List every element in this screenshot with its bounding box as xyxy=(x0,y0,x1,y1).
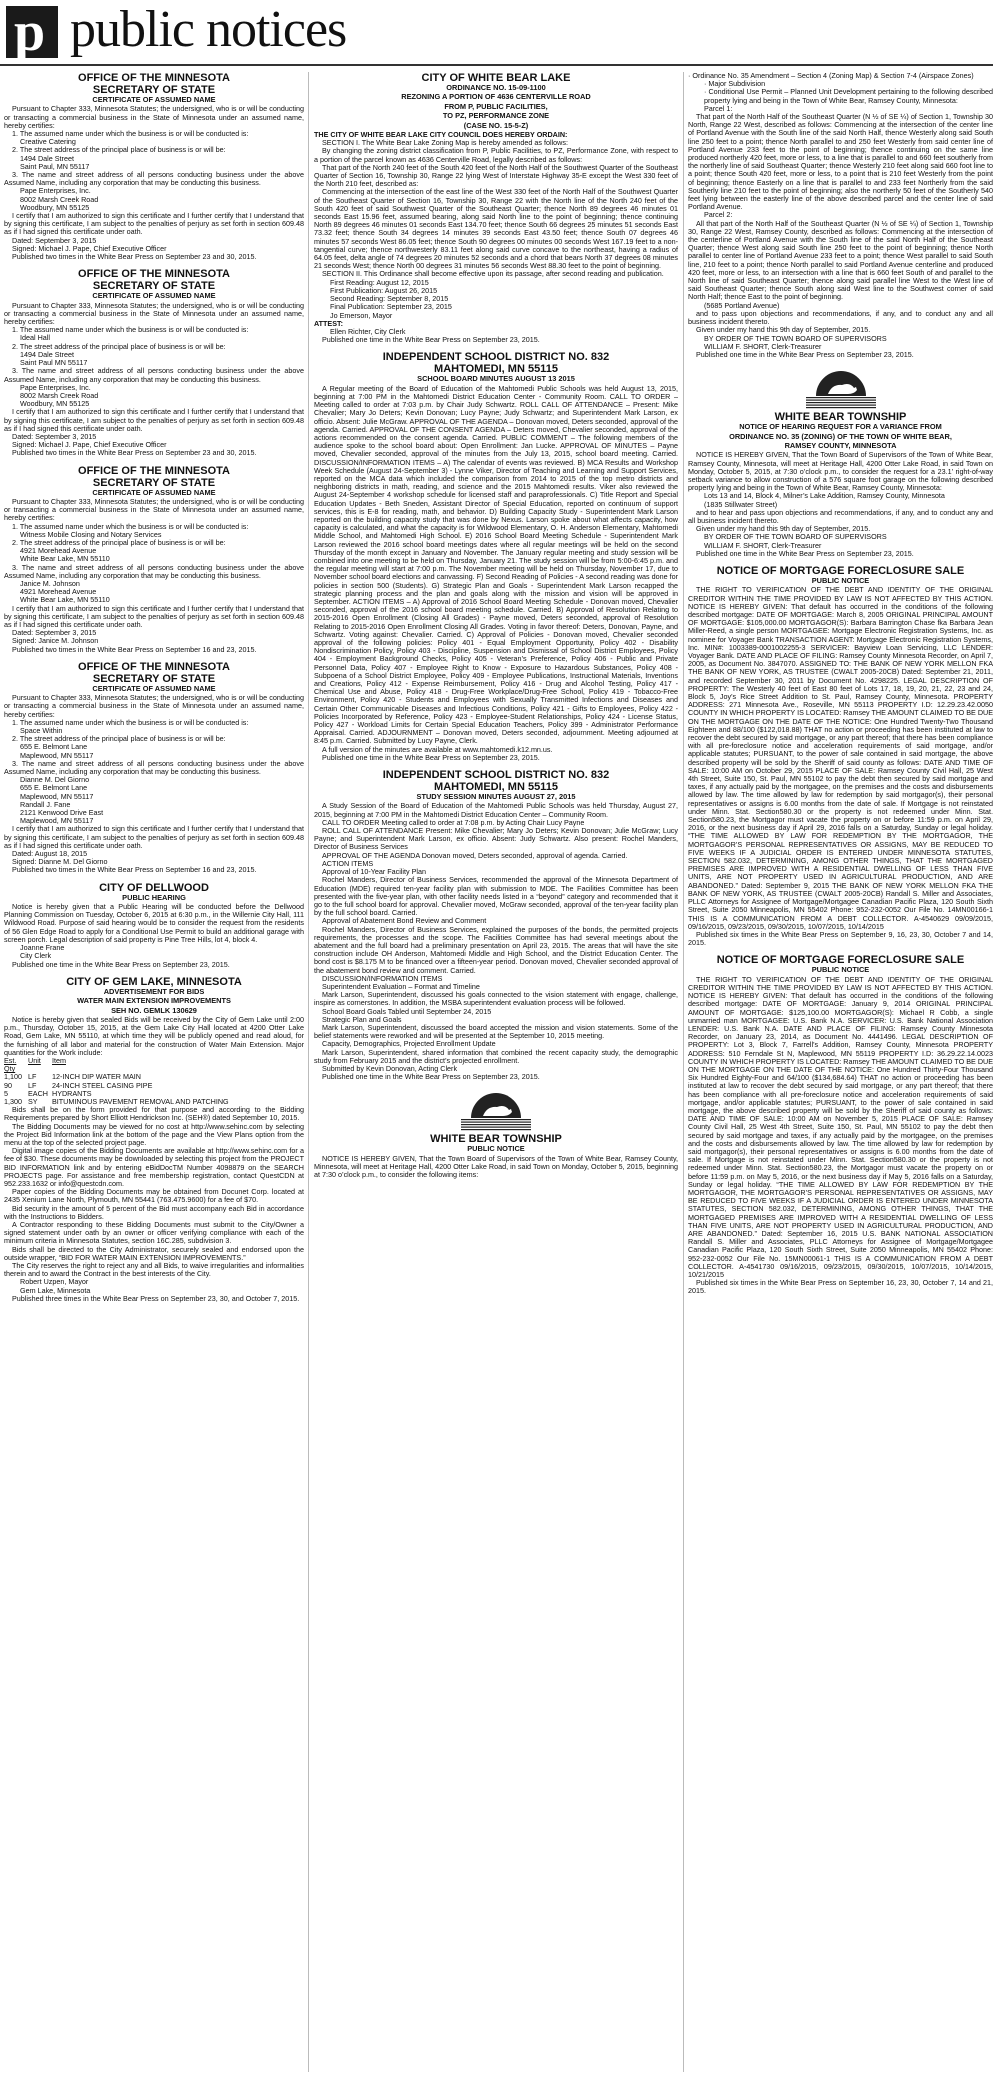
masthead-rule xyxy=(0,64,993,66)
notice-paragraph: Saint Paul MN 55117 xyxy=(20,358,88,368)
notice-subtitle: NOTICE OF HEARING REQUEST FOR A VARIANCE FROM xyxy=(739,422,942,432)
notice-paragraph: (5685 Portland Avenue) xyxy=(704,300,780,310)
notice-paragraph: Dianne M. Del Giorno xyxy=(20,775,90,785)
notice-paragraph: 1. The assumed name under which the business is or will be conducted is: xyxy=(12,521,249,531)
notice-paragraph: · Ordinance No. 35 Amendment – Section 4 (Zoning Map) & Section 7-4 (Airspace Zones) xyxy=(688,72,974,80)
notice-paragraph: Dated: September 3, 2015 xyxy=(12,235,97,245)
notice-paragraph: Maplewood, MN 55117 xyxy=(20,816,94,826)
notice-title: INDEPENDENT SCHOOL DISTRICT NO. 832 xyxy=(382,769,610,782)
notice-paragraph: Signed: Dianne M. Del Giorno xyxy=(12,857,108,867)
notice-paragraph: 2. The street address of the principal place of business is or will be: xyxy=(12,145,226,155)
notice-title: WHITE BEAR TOWNSHIP xyxy=(774,411,907,424)
notice-paragraph: 4921 Morehead Avenue xyxy=(20,587,97,597)
masthead-logo-letter: p xyxy=(14,1,46,63)
township-logo xyxy=(796,366,886,410)
table-header: Item xyxy=(52,1055,66,1065)
notice-paragraph: Published six times in the White Bear Press on September 9, 16, 23, 30, October 7 and 14, 2015. xyxy=(688,929,993,948)
notice-paragraph: White Bear Lake, MN 55110 xyxy=(20,554,110,564)
public-notice xyxy=(4,661,304,875)
public-notice xyxy=(688,954,993,1295)
notice-subtitle: ORDINANCE NO. 35 (ZONING) OF THE TOWN OF WHITE BEAR, xyxy=(729,431,952,441)
notice-paragraph: 8002 Marsh Creek Road xyxy=(20,194,99,204)
notice-paragraph: BY ORDER OF THE TOWN BOARD OF SUPERVISORS xyxy=(704,532,887,542)
notice-paragraph: Published two times in the White Bear Press on September 23 and 30, 2015. xyxy=(12,448,257,458)
notice-paragraph: Strategic Plan and Goals xyxy=(322,1014,402,1024)
bid-quantities-table xyxy=(4,1057,304,1106)
notice-paragraph: First Publication: August 26, 2015 xyxy=(330,285,438,295)
notice-subtitle: (CASE NO. 15-5-Z) xyxy=(463,120,529,130)
notice-paragraph: The City reserves the right to reject any and all Bids, to waive irregularities and informalities therein and to award the Contract in the best interests of the City. xyxy=(4,1261,304,1279)
notice-paragraph: Published two times in the White Bear Press on September 16 and 23, 2015. xyxy=(12,865,257,875)
notice-paragraph: WILLIAM F. SHORT, Clerk-Treasurer xyxy=(704,341,822,351)
notice-paragraph: 4921 Morehead Avenue xyxy=(20,546,97,556)
notice-paragraph: 2. The street address of the principal place of business is or will be: xyxy=(12,537,226,547)
notice-paragraph: Published one time in the White Bear Press on September 23, 2015. xyxy=(322,752,540,762)
notice-paragraph: Saint Paul, MN 55117 xyxy=(20,161,90,171)
notice-paragraph: 3. The name and street address of all persons conducting business under the above Assumed Name, including any corporation that may be conducting this business. xyxy=(4,562,304,580)
notice-paragraph: Randall J. Fane xyxy=(20,799,71,809)
notice-paragraph: Signed: Michael J. Pape, Chief Executive Officer xyxy=(12,440,167,450)
masthead xyxy=(0,0,993,62)
notice-paragraph: WILLIAM F. SHORT, Clerk-Treasurer xyxy=(704,540,822,550)
notice-title: OFFICE OF THE MINNESOTA xyxy=(78,72,230,84)
notice-paragraph: Published one time in the White Bear Press on September 23, 2015. xyxy=(322,335,540,345)
notice-paragraph: Submitted by Kevin Donovan, Acting Clerk xyxy=(322,1063,458,1073)
notice-paragraph: Lots 13 and 14, Block 4, Milner’s Lake Addition, Ramsey County, Minnesota xyxy=(704,491,945,501)
notice-paragraph: Published two times in the White Bear Press on September 23 and 30, 2015. xyxy=(12,252,257,262)
notice-paragraph: Parcel 2: xyxy=(704,210,733,220)
public-notice xyxy=(4,882,304,969)
notice-subtitle: CERTIFICATE OF ASSUMED NAME xyxy=(92,487,216,497)
masthead-logo xyxy=(6,1,58,63)
notice-paragraph: Woodbury, MN 55125 xyxy=(20,399,90,409)
notice-paragraph: Notice is hereby given that sealed Bids will be received by the City of Gem Lake until 2:00 p.m., Thursday, October 15, 2015, at the Gem Lake City Hall located at 4200 Otter Lake Road, Gem Lake, MN 55110, at which time they will be publicly opened and read aloud, for the furnishing of all labor and material for the construction of Water Main Extension. Major quantities for the Work include: xyxy=(4,1014,304,1057)
notice-subtitle: PUBLIC NOTICE xyxy=(467,1144,525,1154)
notice-paragraph: Second Reading: September 8, 2015 xyxy=(330,294,449,304)
notice-title: CITY OF WHITE BEAR LAKE xyxy=(421,72,571,84)
notice-title: OFFICE OF THE MINNESOTA xyxy=(78,268,230,281)
notice-paragraph: Published one time in the White Bear Press on September 23, 2015. xyxy=(696,548,914,558)
table-cell: HYDRANTS xyxy=(52,1088,92,1098)
notice-paragraph: Pape Enterprises, Inc. xyxy=(20,382,91,392)
table-header: Est. Qty xyxy=(4,1055,17,1074)
table-cell: 90 xyxy=(4,1080,12,1090)
notice-paragraph: NOTICE IS HEREBY GIVEN, That the Town Board of Supervisors of the Town of White Bear, Ramsey County, Minnesota, will meet at Heritage Hall, 4200 Otter Lake Road, in said Town on Monday, October 5, 2015, beginning at 7:30 o’clock p.m., to consider the following items: xyxy=(314,1153,678,1180)
notice-paragraph: Published one time in the White Bear Press on September 23, 2015. xyxy=(322,1072,540,1082)
table-cell: 12-INCH DIP WATER MAIN xyxy=(52,1072,141,1082)
notice-paragraph: Janice M. Johnson xyxy=(20,578,80,588)
notice-paragraph: Woodbury, MN 55125 xyxy=(20,202,90,212)
notice-paragraph: SECTION II. This Ordinance shall become effective upon its passage, after second reading and publication. xyxy=(322,269,664,279)
notice-paragraph: 8002 Marsh Creek Road xyxy=(20,390,99,400)
notice-paragraph: I certify that I am authorized to sign this certificate and I further certify that I understand that by signing this certificate, I am subject to the penalties of perjury as set forth in section 609.48 as if I had signed this certificate under oath. xyxy=(4,603,304,629)
notice-paragraph: White Bear Lake, MN 55110 xyxy=(20,595,110,605)
public-notice xyxy=(4,268,304,457)
notice-paragraph: 2. The street address of the principal place of business is or will be: xyxy=(12,734,226,744)
notice-paragraph: City Clerk xyxy=(20,951,52,961)
notice-paragraph: Maplewood, MN 55117 xyxy=(20,750,94,760)
notice-paragraph: Creative Catering xyxy=(20,137,76,147)
township-bear-logo-icon xyxy=(796,366,886,410)
notice-paragraph: Parcel 1: xyxy=(704,103,733,113)
table-cell: 1,100 xyxy=(4,1072,22,1082)
notice-paragraph: Pape Enterprises, Inc. xyxy=(20,186,91,196)
public-notice xyxy=(688,72,993,359)
notice-paragraph: (1835 Stillwater Street) xyxy=(704,499,778,509)
notice-paragraph: Published one time in the White Bear Press on September 23, 2015. xyxy=(12,959,230,969)
notice-paragraph: Digital image copies of the Bidding Documents are available at http://www.sehinc.com for a fee of $30. These documents may be downloaded by selecting this project from the PROJECT BID INFORMATION link and by entering eBidDocTM Number 4098879 on the SEARCH PROJECTS page. For assistance and free membership registration, contact QuestCDN at 952.233.1632 or info@questcdn.com. xyxy=(4,1146,304,1188)
column-3 xyxy=(688,72,993,2077)
public-notice xyxy=(4,72,304,261)
notice-paragraph: BY ORDER OF THE TOWN BOARD OF SUPERVISORS xyxy=(704,333,887,343)
notice-paragraph: Rochel Manders, Director of Business Services, explained the purposes of the bonds, the permitted projects requirements, the processes and the scope. The Facilities Committee has had several meetings about the abatement and the full board had a preliminary presentation on April 23, 2015. The areas that will have the site construction include OH Anderson, Mahtomedi Middle and High School, and the District Education Center. The bond cost is $8.175 M to be financed over a fifteen-year period. Donovan moved, Chevalier seconded approval of the abatement bond review and comment. Carried. xyxy=(314,924,678,975)
notice-paragraph: Dated: August 18, 2015 xyxy=(12,849,88,859)
public-notice xyxy=(314,351,678,762)
notice-paragraph: Rochel Manders, Director of Business Services, recommended the approval of the Minnesota Department of Education (MDE) required ten-year facility plan with submission to MDE. The Facilities Committee has been presented with the five-year plan, with other facility needs listed in a “beyond” category and recommended that it go to the full school board for approval. Chevalier moved, McGraw seconded, approval of the ten-year facility plan by the full school board. Carried. xyxy=(314,875,678,918)
notice-subtitle: REZONING A PORTION OF 4636 CENTERVILLE ROAD xyxy=(401,92,591,102)
notice-paragraph: Approval of 10-Year Facility Plan xyxy=(322,867,427,877)
notice-paragraph: · Major Subdivision xyxy=(704,79,766,89)
notice-paragraph: Published six times in the White Bear Press on September 16, 23, 30, October 7, 14 and 21, 2015. xyxy=(688,1278,993,1296)
notice-paragraph: Bids shall be directed to the City Administrator, securely sealed and endorsed upon the outside wrapper, “BID FOR WATER MAIN EXTENSION IMPROVEMENTS.” xyxy=(4,1244,304,1262)
notice-paragraph: 1. The assumed name under which the business is or will be conducted is: xyxy=(12,325,249,335)
notice-paragraph: Published one time in the White Bear Press on September 23, 2015. xyxy=(696,349,914,359)
notice-paragraph: THE RIGHT TO VERIFICATION OF THE DEBT AND IDENTITY OF THE ORIGINAL CREDITOR WITHIN THE TIME PROVIDED BY LAW IS NOT AFFECTED BY THIS ACTION. NOTICE IS HEREBY GIVEN: That default has occurred in the conditions of the following described mortgage: DATE OF MORTGAGE: January 9, 2014 ORIGINAL PRINCIPAL AMOUNT OF MORTGAGE: $125,100.00 MORTGAGOR(S): Michael R Cobb, a single unmarried man MORTGAGEE: U.S. Bank N.A. SERVICER: U.S. Bank National Association LENDER: U.S. Bank N.A. DATE AND PLACE OF FILING: Ramsey County Minnesota Recorder, on January 23, 2014, as Document No. 4441496. LEGAL DESCRIPTION OF PROPERTY: Lot 3, Block 7, Farrell’s Addition, Ramsey County, Minnesota PROPERTY ADDRESS: 510 Ferndale St N, Maplewood, MN 55119 PROPERTY I.D: 36.29.22.14.0023 COUNTY IN WHICH PROPERTY IS LOCATED: Ramsey THE AMOUNT CLAIMED TO BE DUE ON THE MORTGAGE ON THE DATE OF THE NOTICE: One Hundred Thirty-Four Thousand Six Hundred Eighty-Four and 64/100 ($134,684.64) THAT no action or proceeding has been instituted at law to recover the debt secured by said mortgage, or any part thereof; that there has been compliance with all pre-foreclosure notice and acceleration requirements of said mortgage, and/or applicable statutes; PURSUANT, to the power of sale contained in said mortgage, the above described property will be sold by the Sheriff of said county as follows: DATE AND TIME OF SALE: 10:00 AM on November 5, 2015 PLACE OF SALE: Ramsey County Civil Hall, 25 West 4th Street, Suite 150, St. Paul, MN 55102 to pay the debt then secured by said mortgage and taxes, if any actually paid by the mortgagee, on the premises and the costs and disbursements allowed by law. The time allowed by law for redemption by said mortgagor(s), their personal representatives or assigns is 6.00 months from the date of sale. If Mortgage is not reinstated under Minn. Stat. Section580.30 or the property is not redeemed under Minn. Stat. Section580.23, the Mortgagor must vacate the property on or before 11:59 p.m. on May 5, 2016, or the next business day if May 5, 2016 falls on a Saturday, Sunday or legal holiday. “THE TIME ALLOWED BY LAW FOR REDEMPTION BY THE MORTGAGOR, THE MORTGAGOR’S PERSONAL REPRESENTATIVES OR ASSIGNS, MAY BE REDUCED TO FIVE WEEKS IF A JUDICIAL ORDER IS ENTERED UNDER MINNESOTA STATUTES, SECTION 582.032, DETERMINING, AMONG OTHER THINGS, THAT THE MORTGAGED PREMISES ARE IMPROVED WITH A RESIDENTIAL DWELLING OF LESS THAN FIVE UNITS, ARE NOT PROPERTY USED IN AGRICULTURAL PRODUCTION, AND ARE ABANDONED.” Dated: September 16, 2015 U.S. BANK NATIONAL ASSOCIATION Randall S. Miller and Associates, PLLC Attorneys for Assignee of Mortgage/Mortgagee Canadian Pacific Plaza, 120 South Sixth Street, Suite 2050 Minneapolis, MN 55402 Phone: 952-232-0052 Our File No. 15MN00061-1 THIS IS A COMMUNICATION FROM A DEBT COLLECTOR. A-4541730 09/16/2015, 09/23/2015, 09/30/2015, 10/07/2015, 10/14/2015, 10/21/2015 xyxy=(688,974,993,1280)
notice-paragraph: DISCUSSION/INFORMATION ITEMS xyxy=(322,973,443,983)
notice-subtitle: PUBLIC NOTICE xyxy=(811,575,870,585)
table-cell: 5 xyxy=(4,1088,8,1098)
notice-title: MAHTOMEDI, MN 55115 xyxy=(434,363,558,376)
notice-subtitle: PUBLIC HEARING xyxy=(122,892,186,902)
notice-paragraph: A Regular meeting of the Board of Education of the Mahtomedi Public Schools was held August 13, 2015, beginning at 7:00 PM in the Mahtomedi District Education Center - Community Room. CALL TO ORDER – Meeting called to order at 7:03 p.m. by Chair Judy Schwartz. ROLL CALL OF ATTENDANCE – Present: Mike Chevalier; Mary Jo Deters; Kevin Donovan; Lucy Payne; Judy Schwartz; and Superintendent Mark Larson, ex officio. Absent: Julie McGraw. APPROVAL OF THE AGENDA – Donovan moved, Deters seconded, approval of the agenda. Carried. APPROVAL OF THE CONSENT AGENDA – Deters moved, Chevalier seconded, approval of the actions recommended on the consent agenda. Carried. PUBLIC COMMENT – The following members of the audience spoke to the school board about: Open Enrollment: Jan Lucke. APPROVAL OF MINUTES – Payne moved, Chevalier seconded, approval of the minutes from the July 13, 2015, school board meeting. Carried. DISCUSSION/INFORMATION ITEMS – A) The calendar of events was reviewed. B) MCA Results and Workshop Week Schedule (August 24-September 3) - Lynne Viker, Director of Teaching and Learning and Support Services, reported on the MCA data which included the comparison from 2014 to 2015 of the top metro districts and neighboring districts in math, reading, and science and the 2015 Mahtomedi results. Viker also reviewed the August 24-September 4 workshop schedule for licensed staff and paraprofessionals. C) Title Report and Special Education Updates - Beth Sneden, Assistant Director of Special Education, reported on continuum of support services, this is E-8 for reading, math, and behavior. D) Building Capacity Study - Superintendent Mark Larson reported on the building capacity study that was done by Nexus. Larson spoke about what affects capacity, how capacity is calculated, and what the capacity is for Wildwood Elementary, O. H. Anderson Elementary, Mahtomedi Middle School, and Mahtomedi High School. E) 2016 School Board Meeting Schedule - Superintendent Mark Larson reviewed the 2016 school board meetings dates where all regular meetings will be held on the second Thursday of the month except in January and November. The January regular meeting and study session will be combined into one meeting to be held on Thursday, January 21. The study session will be from 5:00-6:45 p.m. and the regular meeting will start at 7:00 p.m. The November meeting will be held on Thursday, November 17, due to November school board elections and canvassing. F) Second Reading of Policies - A second reading was done for policies in section 500 (Students). G) Strategic Plan and Goals - Superintendent Mark Larson recapped the strategic planning process and the plan and goals along with the mission and vision will be approved in September. ACTION ITEMS – A) Approval of 2016 School Board Meeting Schedule - Donovan moved, Chevalier seconded, approval of the 2016 school board meeting schedule. Carried. B) Approval of Resolution Relating to 2015-2016 Open Enrollment (Closing All Grades) - Payne moved, Deters seconded, approval of Resolution Relating to 2015-2016 Open Enrollment Closing All Grades. Voting in favor thereof: Deters, Donovan, Payne, and Schwartz. Voting against: Chevalier. Carried. C) Approval of Policies - Donovan moved, Chevalier seconded approval of the following policies: Policy 401 - Equal Employment Opportunity, Policy 402 - Disability Nondiscrimination Policy, Policy 403 - Discipline, Suspension and Dismissal of School District Employees, Policy 404 - Employment Background Checks, Policy 405 - Veteran’s Preference, Policy 406 - Public and Private Personnel Data, Policy 407 - Employee Right to Know - Exposure to Hazardous Substances, Policy 408 - Subpoena of a School District Employee, Policy 409 - Employee Publications, Instructional Materials, Inventions and Creations, Policy 412 - Expense Reimbursement, Policy 416 - Drug and Alcohol Testing, Policy 417 - Chemical Use and Abuse, Policy 418 - Drug-Free Workplace/Drug-Free School, Policy 419 - Tobacco-Free Environment, Policy 420 - Students and Employees with Sexually Transmitted Infections and Diseases and Certain Other Communicable Diseases and Infectious Conditions, Policy 421 - Gifts to Employees, Policy 422 - Policies Incorporated by Reference, Policy 423 - Employee-Student Relationships, Policy 424 - License Status, Policy 427 - Workload Limits for Certain Special Education Teachers, Policy 399 - Administrator Performance Appraisal. Carried. ADJOURNMENT – Donovan moved, Deters seconded, adjournment. Meeting adjourned at 8:45 p.m. Carried. Submitted by Lucy Payne, Clerk. xyxy=(314,383,678,746)
notice-paragraph: Notice is hereby given that a Public Hearing will be conducted before the Dellwood Planning Commission on Tuesday, October 6, 2015 at 6:30 p.m., in the Willernie City Hall, 111 Wildwood Road. Purpose of said hearing would be to consider the request from the residents of 56 Glen Edge Road to apply for a Conditional Use Permit to build an additional garage with screen porch. Legal description of said property is Pine Tree Hills, lot 4, block 4. xyxy=(4,902,304,944)
notice-paragraph: 2121 Kenwood Drive East xyxy=(20,808,104,818)
notice-paragraph: School Board Goals Tabled until September 24, 2015 xyxy=(322,1006,492,1016)
notice-paragraph: 1. The assumed name under which the business is or will be conducted is: xyxy=(12,717,249,727)
notice-paragraph: Paper copies of the Bidding Documents may be obtained from Docunet Corp. located at 2435 Xenium Lane North, Plymouth, MN 55441 (763.475.9600) for a fee of $70. xyxy=(4,1187,304,1205)
notice-paragraph: 1494 Dale Street xyxy=(20,153,74,163)
notice-paragraph: THE CITY OF WHITE BEAR LAKE CITY COUNCIL DOES HEREBY ORDAIN: xyxy=(314,130,568,140)
masthead-title: public notices xyxy=(70,1,347,58)
notice-paragraph: Final Publication: September 23, 2015 xyxy=(330,302,452,312)
notice-subtitle: SEH NO. GEMLK 130629 xyxy=(111,1005,197,1015)
notice-paragraph: CALL TO ORDER Meeting called to order at 7:08 p.m. by Acting Chair Lucy Payne xyxy=(322,817,585,827)
notice-paragraph: NOTICE IS HEREBY GIVEN, That the Town Board of Supervisors of the Town of White Bear, Ramsey County, Minnesota, will meet at Heritage Hall, 4200 Otter Lake Road, in said Town on Monday, October 5, 2015, at 7:30 o’clock p.m., to consider the request for a 23.1’ right-of-way setback variance to allow construction of a 576 square foot garage on the following described property lying and being in the Town of White Bear, Ramsey County, Minnesota: xyxy=(688,450,993,493)
notice-paragraph: 3. The name and street address of all persons conducting business under the above Assumed Name, including any corporation that may be conducting this business. xyxy=(4,758,304,777)
notice-subtitle: FROM P, PUBLIC FACILITIES, xyxy=(444,101,548,111)
notice-paragraph: That part of the North Half of the Southeast Quarter (N ½ of SE ¼) of Section 1, Township 30 North, Range 22 West, described as follows: Commencing at the intersection of the center line of Portland Avenue with the South line of the said North Half, thence Westerly along said South line 250 feet to a point; thence North parallel to and 250 feet Westerly from said center line of Portland Avenue 233 feet to the point of beginning; thence continuing on the same line produced northerly 420 feet, more or less, to a line that is parallel to and 660 feet southerly from the northerly line of said Southeast Quarter; thence Westerly 210 feet along said 660 foot line to a point; thence South 420 feet, more or less, to a point that is 210 feet Westerly from the point of beginning; thence Easterly on a line that is parallel to and 233 feet Northerly from the said Southerly line 210 feet to the point of beginning; also the northerly 50 feet of the Southerly 540 feet lying between the easterly line of the above described parcel and the center line of said Portland Avenue. xyxy=(688,112,993,212)
notice-subtitle: SCHOOL BOARD MINUTES AUGUST 13 2015 xyxy=(417,374,575,384)
notice-paragraph: Pursuant to Chapter 333, Minnesota Statutes; the undersigned, who is or will be conducting or transacting a commercial business in the State of Minnesota under an assumed name, hereby certifies: xyxy=(4,693,304,719)
notice-paragraph: 1. The assumed name under which the business is or will be conducted is: xyxy=(12,129,249,139)
notice-paragraph: Space Within xyxy=(20,726,63,736)
table-cell: LF xyxy=(28,1080,37,1090)
notice-paragraph: ATTEST: xyxy=(314,318,344,328)
public-notice xyxy=(314,72,678,344)
notice-paragraph: I certify that I am authorized to sign this certificate and I further certify that I understand that by signing this certificate, I am subject to the penalties of perjury as set forth in section 609.48 as if I had signed this certificate under oath. xyxy=(4,407,304,433)
column-divider xyxy=(308,72,309,2072)
notice-paragraph: 3. The name and street address of all persons conducting business under the above Assumed Name, including any corporation that may be conducting this business. xyxy=(4,170,304,188)
notice-title: NOTICE OF MORTGAGE FORECLOSURE SALE xyxy=(716,564,965,577)
notice-subtitle: ORDINANCE NO. 15-09-1100 xyxy=(446,83,546,92)
notice-paragraph: Gem Lake, Minnesota xyxy=(20,1285,91,1295)
notice-subtitle: STUDY SESSION MINUTES AUGUST 27, 2015 xyxy=(416,792,576,802)
notice-paragraph: A Contractor responding to these Bidding Documents must submit to the City/Owner a signed statement under oath by an owner or officer verifying compliance with each of the minimum criteria in Minnesota Statutes, section 16C.285, subdivision 3. xyxy=(4,1220,304,1246)
notice-paragraph: 3. The name and street address of all persons conducting business under the above Assumed Name, including any corporation that may be conducting this business. xyxy=(4,366,304,384)
notice-paragraph: Signed: Michael J. Pape, Chief Executive Officer xyxy=(12,243,167,253)
notice-paragraph: That part of the North 240 feet of the South 420 feet of the North Half of the Southwest Quarter of the Southeast Quarter of Section 16, Township 30, Range 22 lying West of Interstate Highway 35-E except the West 330 feet of the North 210 feet, described as: xyxy=(314,162,678,189)
table-header: Unit xyxy=(28,1055,41,1065)
notice-paragraph: Mark Larson, Superintendent, discussed the board accepted the mission and vision statements. Some of the belief statements were reworked and will be presented at the September 10, 2015 meeting. xyxy=(314,1022,678,1041)
notice-title: CITY OF GEM LAKE, MINNESOTA xyxy=(66,975,242,988)
public-notice xyxy=(314,769,678,1081)
notice-paragraph: Signed: Janice M. Johnson xyxy=(12,636,99,646)
notice-paragraph: and to hear and pass upon objections and recommendations, if any, and to conduct any and all business incident thereto. xyxy=(688,507,993,525)
notice-paragraph: By changing the zoning district classification from P, Public Facilities, to PZ, Performance Zone, with respect to a portion of the parcel known as 4636 Centerville Road, legally described as follows: xyxy=(314,146,678,164)
notice-paragraph: Pursuant to Chapter 333, Minnesota Statutes; the undersigned, who is or will be conducting or transacting a commercial business in the State of Minnesota under an assumed name, hereby certifies: xyxy=(4,300,304,327)
public-notice xyxy=(314,1088,678,1179)
notice-paragraph: I certify that I am authorized to sign this certificate and I further certify that I understand that by signing this certificate, I am subject to the penalties of perjury as set forth in section 609.48 as if I had signed this certificate under oath. xyxy=(4,211,304,237)
notice-paragraph: 1494 Dale Street xyxy=(20,349,74,359)
notice-subtitle: CERTIFICATE OF ASSUMED NAME xyxy=(92,683,216,693)
public-notice xyxy=(4,465,304,654)
notice-title: SECRETARY OF STATE xyxy=(92,84,216,96)
notice-paragraph: Given under my hand this 9th day of September, 2015. xyxy=(696,524,871,534)
notice-subtitle: CERTIFICATE OF ASSUMED NAME xyxy=(92,291,216,301)
notice-subtitle: PUBLIC NOTICE xyxy=(811,965,870,975)
notice-paragraph: ROLL CALL OF ATTENDANCE Present: Mike Chevalier; Mary Jo Deters; Kevin Donovan; Julie McGraw; Lucy Payne; and Superintendent Mark Larson, ex officio. Absent: Judy Schwartz. Also present: Rochel Manders, Director of Business Services xyxy=(314,826,678,852)
notice-paragraph: Bid security in the amount of 5 percent of the Bid must accompany each Bid in accordance with the Instructions to Bidders. xyxy=(4,1203,304,1221)
notice-paragraph: ACTION ITEMS xyxy=(322,858,374,868)
column-1 xyxy=(4,72,304,2077)
notice-paragraph: Jo Emerson, Mayor xyxy=(330,310,393,320)
public-notice xyxy=(4,976,304,1303)
table-cell: SY xyxy=(28,1096,38,1106)
notice-paragraph: 655 E. Belmont Lane xyxy=(20,783,88,793)
notice-paragraph: Superintendent Evaluation – Format and Timeline xyxy=(322,981,480,991)
public-notice xyxy=(688,565,993,947)
notice-paragraph: 2. The street address of the principal place of business is or will be: xyxy=(12,341,226,351)
notice-title: WHITE BEAR TOWNSHIP xyxy=(430,1133,562,1146)
notice-paragraph: A full version of the minutes are available at www.mahtomedi.k12.mn.us. xyxy=(322,744,553,754)
notice-paragraph: Published two times in the White Bear Press on September 16 and 23, 2015. xyxy=(12,644,257,654)
notice-subtitle: ADVERTISEMENT FOR BIDS xyxy=(103,986,205,996)
notice-title: OFFICE OF THE MINNESOTA xyxy=(78,660,230,673)
notice-title: SECRETARY OF STATE xyxy=(92,280,216,293)
notice-paragraph: Capacity, Demographics, Projected Enrollment Update xyxy=(322,1039,496,1049)
notice-paragraph: Maplewood, MN 55117 xyxy=(20,791,94,801)
notice-paragraph: and to pass upon objections and recommendations, if any, and to conduct any and all business incident thereto. xyxy=(688,308,993,327)
notice-title: SECRETARY OF STATE xyxy=(92,476,216,489)
notice-paragraph: Approval of Abatement Bond Review and Comment xyxy=(322,916,487,926)
notice-paragraph: Pursuant to Chapter 333, Minnesota Statutes; the undersigned, who is or will be conducting or transacting a commercial business in the State of Minnesota under an assumed name, hereby certifies: xyxy=(4,496,304,523)
notice-paragraph: SECTION I. The White Bear Lake Zoning Map is hereby amended as follows: xyxy=(322,138,568,148)
notice-title: NOTICE OF MORTGAGE FORECLOSURE SALE xyxy=(716,954,965,967)
notice-paragraph: Ideal Hall xyxy=(20,333,50,343)
notice-paragraph: 655 E. Belmont Lane xyxy=(20,742,88,752)
notice-subtitle: WATER MAIN EXTENSION IMPROVEMENTS xyxy=(77,996,231,1006)
notice-paragraph: I certify that I am authorized to sign this certificate and I further certify that I understand that by signing this certificate, I am subject to the penalties of perjury as set forth in section 609.48 as if I had signed this certificate under oath. xyxy=(4,824,304,850)
table-cell: EACH xyxy=(28,1088,48,1098)
notice-paragraph: A Study Session of the Board of Education of the Mahtomedi Public Schools was held Thursday, August 27, 2015, beginning at 7:00 PM in the Mahtomedi District Education Center – Community Room. xyxy=(314,801,678,819)
notice-paragraph: Ellen Richter, City Clerk xyxy=(330,326,406,336)
table-cell: BITUMINOUS PAVEMENT REMOVAL AND PATCHING xyxy=(52,1096,229,1106)
notice-subtitle: CERTIFICATE OF ASSUMED NAME xyxy=(92,95,216,104)
notice-paragraph: Robert Uzpen, Mayor xyxy=(20,1277,89,1287)
township-logo xyxy=(451,1088,541,1132)
notice-paragraph: · Conditional Use Permit – Planned Unit Development pertaining to the following described property lying and being in the Town of White Bear, Ramsey County, Minnesota: xyxy=(704,87,993,105)
notice-title: CITY OF DELLWOOD xyxy=(99,881,209,894)
notice-paragraph: Mark Larson, Superintendent, discussed his goals connected to the vision statement with engage, challenge, inspire as cornerstones. In addition, the MSBA superintendent evaluation process will be followed. xyxy=(314,990,678,1008)
notice-paragraph: THE RIGHT TO VERIFICATION OF THE DEBT AND IDENTITY OF THE ORIGINAL CREDITOR WITHIN THE TIME PROVIDED BY LAW IS NOT AFFECTED BY THIS ACTION. NOTICE IS HEREBY GIVEN: That default has occurred in the conditions of the following described mortgage: DATE OF MORTGAGE: March 8, 2005 ORIGINAL PRINCIPAL AMOUNT OF MORTGAGE: $105,000.00 MORTGAGOR(S): Barbara Barrington Chase fka Barbara Jean Miller-Reed, a single person MORTGAGEE: Mortgage Electronic Registration Systems, Inc. as nominee for Voyager Bank TRANSACTION AGENT: Mortgage Electronic Registration Systems, Inc. MIN#: 1003389-0001002255-3 SERVICER: Bayview Loan Servicing, LLC LENDER: Voyager Bank. DATE AND PLACE OF FILING: Ramsey County Minnesota Recorder, on April 7, 2005, as Document No. 3847070. ASSIGNED TO: THE BANK OF NEW YORK MELLON FKA THE BANK OF NEW YORK, AS TRUSTEE (CWALT 2005-20CB) Dated: September 21, 2011, and recorded September 30, 2011 by Document No. 4298225. LEGAL DESCRIPTION OF PROPERTY: The Westerly 40 feet of East 80 feet of Lots 17, 18, 19, 20, 21, 22, 23 and 24, Block 5, Joy’s Rice Street Addition to St. Paul, Ramsey County, Minnesota. PROPERTY ADDRESS: 271 Minnesota Ave., Roseville, MN 55113 PROPERTY I.D: 12.29.23.42.0050 COUNTY IN WHICH PROPERTY IS LOCATED: Ramsey THE AMOUNT CLAIMED TO BE DUE ON THE MORTGAGE ON THE DATE OF THE NOTICE: One Hundred Twenty-Two Thousand Eighteen and 88/100 ($122,018.88) THAT no action or proceeding has been instituted at law to recover the debt secured by said mortgage, or any part thereof; that there has been compliance with all pre-foreclosure notice and acceleration requirements of said mortgage, and/or applicable statutes; PURSUANT, to the power of sale contained in said mortgage, the above described property will be sold by the Sheriff of said county as follows: DATE AND TIME OF SALE: 10:00 AM on October 29, 2015 PLACE OF SALE: Ramsey County Civil Hall, 25 West 4th Street, Suite 150, St. Paul, MN 55102 to pay the debt then secured by said mortgage and taxes, if any actually paid by the mortgagee, on the premises and the costs and disbursements allowed by law. The time allowed by law for redemption by said mortgagor(s), their personal representatives or assigns is 6.00 months from the date of sale. If Mortgage is not reinstated under Minn. Stat. Section580.30 or the property is not redeemed under Minn. Stat. Section580.23, the Mortgagor must vacate the property on or before 11:59 p.m. on April 29, 2016, or the next business day if April 29, 2016 falls on a Saturday, Sunday or legal holiday. “THE TIME ALLOWED BY LAW FOR REDEMPTION BY THE MORTGAGOR, THE MORTGAGOR’S PERSONAL REPRESENTATIVES OR ASSIGNS, MAY BE REDUCED TO FIVE WEEKS IF A JUDICIAL ORDER IS ENTERED UNDER MINNESOTA STATUTES, SECTION 582.032, DETERMINING, AMONG OTHER THINGS, THAT THE MORTGAGED PREMISES ARE IMPROVED WITH A RESIDENTIAL DWELLING OF LESS THAN FIVE UNITS, ARE NOT PROPERTY USED IN AGRICULTURAL PRODUCTION, AND ARE ABANDONED.” Dated: September 9, 2015 THE BANK OF NEW YORK MELLON FKA THE BANK OF NEW YORK, AS TRUSTEE (CWALT 2005-20CB) Randall S. Miller and Associates, PLLC Attorneys for Assignee of Mortgage/Mortgagee Canadian Pacific Plaza, 120 South Sixth Street, Suite 2050 Minneapolis, MN 55402 Phone: 952-232-0052 Our File No. 14MN00166-1 THIS IS A COMMUNICATION FROM A DEBT COLLECTOR. A-4540629 09/09/2015, 09/16/2015, 09/23/2015, 09/30/2015, 10/07/2015, 10/14/2015 xyxy=(688,585,993,931)
notice-title: OFFICE OF THE MINNESOTA xyxy=(78,464,230,477)
notice-paragraph: Bids shall be on the form provided for that purpose and according to the Bidding Requirements prepared by Short Elliott Hendrickson Inc. (SEH®) dated September 10, 2015. xyxy=(4,1105,304,1123)
table-cell: LF xyxy=(28,1072,37,1082)
notice-title: MAHTOMEDI, MN 55115 xyxy=(434,781,558,794)
notice-paragraph: Joanne Frane xyxy=(20,943,65,953)
notice-paragraph: The Bidding Documents may be viewed for no cost at http://www.sehinc.com by selecting the Project Bid Information link at the bottom of the page and the View Plans option from the menu at the top of the selected project page. xyxy=(4,1121,304,1147)
notice-subtitle: RAMSEY COUNTY, MINNESOTA xyxy=(784,440,897,450)
notice-paragraph: Given under my hand this 9th day of September, 2015. xyxy=(696,325,871,335)
notice-title: SECRETARY OF STATE xyxy=(92,672,216,685)
notice-paragraph: Dated: September 3, 2015 xyxy=(12,628,97,638)
table-cell: 1,300 xyxy=(4,1096,22,1106)
township-bear-logo-icon xyxy=(451,1088,541,1132)
notice-paragraph: Mark Larson, Superintendent, shared information that combined the recent capacity study, the demographic study from February 2015 and the district’s projected enrollment. xyxy=(314,1047,678,1065)
notice-paragraph: First Reading: August 12, 2015 xyxy=(330,277,429,287)
notice-paragraph: Dated: September 3, 2015 xyxy=(12,431,97,441)
notice-paragraph: Witness Mobile Closing and Notary Services xyxy=(20,529,162,539)
public-notice xyxy=(688,366,993,558)
table-cell: 24-INCH STEEL CASING PIPE xyxy=(52,1080,153,1090)
notice-subtitle: TO PZ, PERFORMANCE ZONE xyxy=(442,111,550,121)
notice-paragraph: Commencing at the intersection of the east line of the West 330 feet of the North Half of the Southwest Quarter of the Southeast Quarter of Section 16, Township 30, Range 22 with the North line of the North 240 feet of the South 420 feet of said Southwest Quarter of the Southeast Quarter; thence North 89 degrees 46 minutes 01 seconds East 15.96 feet, assumed bearing, along said North line to the point of beginning; thence continuing North 89 degrees 46 minutes 01 seconds East 134.70 feet; thence South 66 degrees 25 minutes 51 seconds East 73.32 feet; thence South 34 degrees 14 minutes 39 seconds East 43.50 feet; thence South 07 degrees 46 minutes 57 seconds West 86.05 feet; thence South 90 degrees 00 minutes 00 seconds West 167.19 feet to a non-tangential curve; thence northwesterly 83.11 feet along said curve concave to the northeast, having a radius of 64.05 feet, delta angle of 74 degrees 20 minutes 52 seconds and a chord that bears North 37 degrees 08 minutes 21 seconds West; thence North 00 degrees 31 minutes 56 seconds West 88.30 feet to the point of beginning. xyxy=(314,187,678,271)
notice-paragraph: APPROVAL OF THE AGENDA Donovan moved, Deters seconded, approval of agenda. Carried. xyxy=(322,850,628,860)
notice-paragraph: All that part of the North Half of the Southeast Quarter (N ½ of SE ¼) of Section 1, Township 30, Range 22 West, Ramsey County, described as follows: Commencing at the intersection of the centerline of Portland Avenue with the South line of the said North Half of the Southeast Quarter; thence West along said South line 250 feet to the point of beginning; thence North parallel to center line of Portland Avenue 233 feet to a point; thence West parallel to said South line, 210 feet to a point; thence North parallel to said Portland Avenue centerline and produced 420 feet, more or less, to an intersection with a line that is 660 feet South of and parallel to the North line of said Southeast Quarter; thence along said parallel line West to the West line of said Southeast Quarter; thence South along said West line to the Southwest corner of said North Half; thence East to the point of beginning. xyxy=(688,218,993,302)
column-2 xyxy=(314,72,678,2077)
notice-paragraph: Pursuant to Chapter 333, Minnesota Statutes; the undersigned, who is or will be conducting or transacting a commercial business in the State of Minnesota under an assumed name, hereby certifies: xyxy=(4,104,304,130)
notice-paragraph: Published three times in the White Bear Press on September 23, 30, and October 7, 2015. xyxy=(12,1293,300,1303)
column-divider xyxy=(683,72,684,2072)
notice-title: INDEPENDENT SCHOOL DISTRICT NO. 832 xyxy=(382,351,610,364)
